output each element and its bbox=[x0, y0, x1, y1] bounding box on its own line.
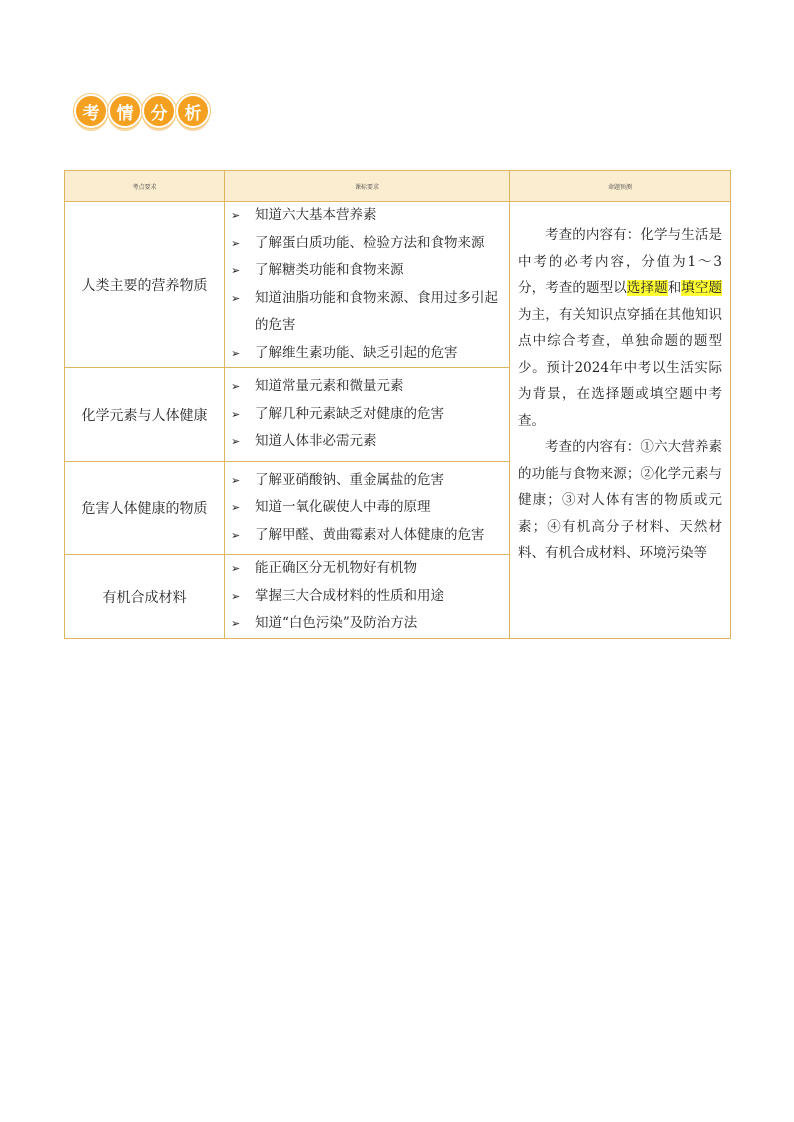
arrow-bullet-icon: ➢ bbox=[231, 209, 241, 222]
header-topic: 考点要求 bbox=[65, 171, 225, 202]
arrow-bullet-icon: ➢ bbox=[231, 264, 241, 277]
topic-cell: 有机合成材料 bbox=[65, 555, 225, 639]
list-item: ➢ 了解糖类功能和食物来源 bbox=[231, 257, 503, 285]
list-item: ➢ 了解几种元素缺乏对健康的危害 bbox=[231, 401, 503, 429]
prediction-paragraph: 考查的内容有：化学与生活是中考的必考内容，分值为1～3分，考查的题型以选择题和填空题为主，有关知识点穿插在其他知识点中综合考查，单独命题的题型少。预计2024年中考以生活实际为背景，在选择题或填空题中考查。 bbox=[518, 227, 723, 429]
arrow-bullet-icon: ➢ bbox=[231, 236, 241, 250]
logo-char: 考 bbox=[74, 94, 108, 128]
list-item: ➢ 了解蛋白质功能、检验方法和食物来源 bbox=[231, 230, 503, 258]
arrow-bullet-icon: ➢ bbox=[231, 501, 241, 515]
header-prediction: 命题预测 bbox=[510, 171, 731, 202]
highlight: 选择题 bbox=[626, 280, 668, 296]
topic-cell: 人类主要的营养物质 bbox=[65, 202, 225, 368]
prediction-cell bbox=[510, 202, 731, 639]
list-item: ➢ 了解甲醛、黄曲霉素对人体健康的危害 bbox=[231, 522, 503, 550]
list-item: ➢ 知道人体非必需元素 bbox=[231, 428, 503, 456]
arrow-bullet-icon: ➢ bbox=[231, 380, 241, 394]
list-item: ➢ 知道一氧化碳使人中毒的原理 bbox=[231, 494, 503, 522]
list-item: ➢ 掌握三大合成材料的性质和用途 bbox=[231, 583, 503, 611]
list-item: ➢ 能正确区分无机物好有机物 bbox=[231, 555, 503, 583]
arrow-bullet-icon: ➢ bbox=[231, 291, 241, 305]
arrow-bullet-icon: ➢ bbox=[231, 562, 241, 576]
logo-char: 情 bbox=[108, 94, 142, 128]
prediction-paragraph: 考查的内容有：①六大营养素的功能与食物来源；②化学元素与健康；③对人体有害的物质或元素；④有机高分子材料、天然材料、有机合成材料、环境污染等 bbox=[518, 439, 722, 561]
arrow-bullet-icon: ➢ bbox=[231, 435, 241, 449]
arrow-bullet-icon: ➢ bbox=[231, 528, 241, 542]
analysis-table bbox=[64, 170, 731, 639]
list-item: ➢ 了解亚硝酸钠、重金属盐的危害 bbox=[231, 467, 503, 495]
highlight: 填空题 bbox=[681, 280, 723, 296]
list-item: ➢ 知道油脂功能和食物来源、食用过多引起的危害 bbox=[231, 285, 503, 340]
topic-cell: 化学元素与人体健康 bbox=[65, 368, 225, 462]
table-row bbox=[65, 202, 731, 368]
requirements-cell bbox=[225, 462, 510, 555]
list-item: ➢ 知道常量元素和微量元素 bbox=[231, 373, 503, 401]
table-header-row bbox=[65, 171, 731, 202]
arrow-bullet-icon: ➢ bbox=[231, 589, 241, 603]
section-logo bbox=[74, 94, 210, 128]
arrow-bullet-icon: ➢ bbox=[231, 617, 241, 631]
header-requirements: 课标要求 bbox=[225, 171, 510, 202]
requirements-cell bbox=[225, 202, 510, 368]
requirements-cell bbox=[225, 368, 510, 462]
list-item: ➢ 知道六大基本营养素 bbox=[231, 202, 503, 230]
logo-char: 分 bbox=[142, 94, 176, 128]
arrow-bullet-icon: ➢ bbox=[231, 346, 241, 360]
requirements-cell bbox=[225, 555, 510, 639]
list-item: ➢ 知道“白色污染”及防治方法 bbox=[231, 610, 503, 638]
logo-char: 析 bbox=[176, 94, 210, 128]
arrow-bullet-icon: ➢ bbox=[231, 407, 241, 421]
list-item: ➢ 了解维生素功能、缺乏引起的危害 bbox=[231, 340, 503, 368]
topic-cell: 危害人体健康的物质 bbox=[65, 462, 225, 555]
arrow-bullet-icon: ➢ bbox=[231, 473, 241, 487]
